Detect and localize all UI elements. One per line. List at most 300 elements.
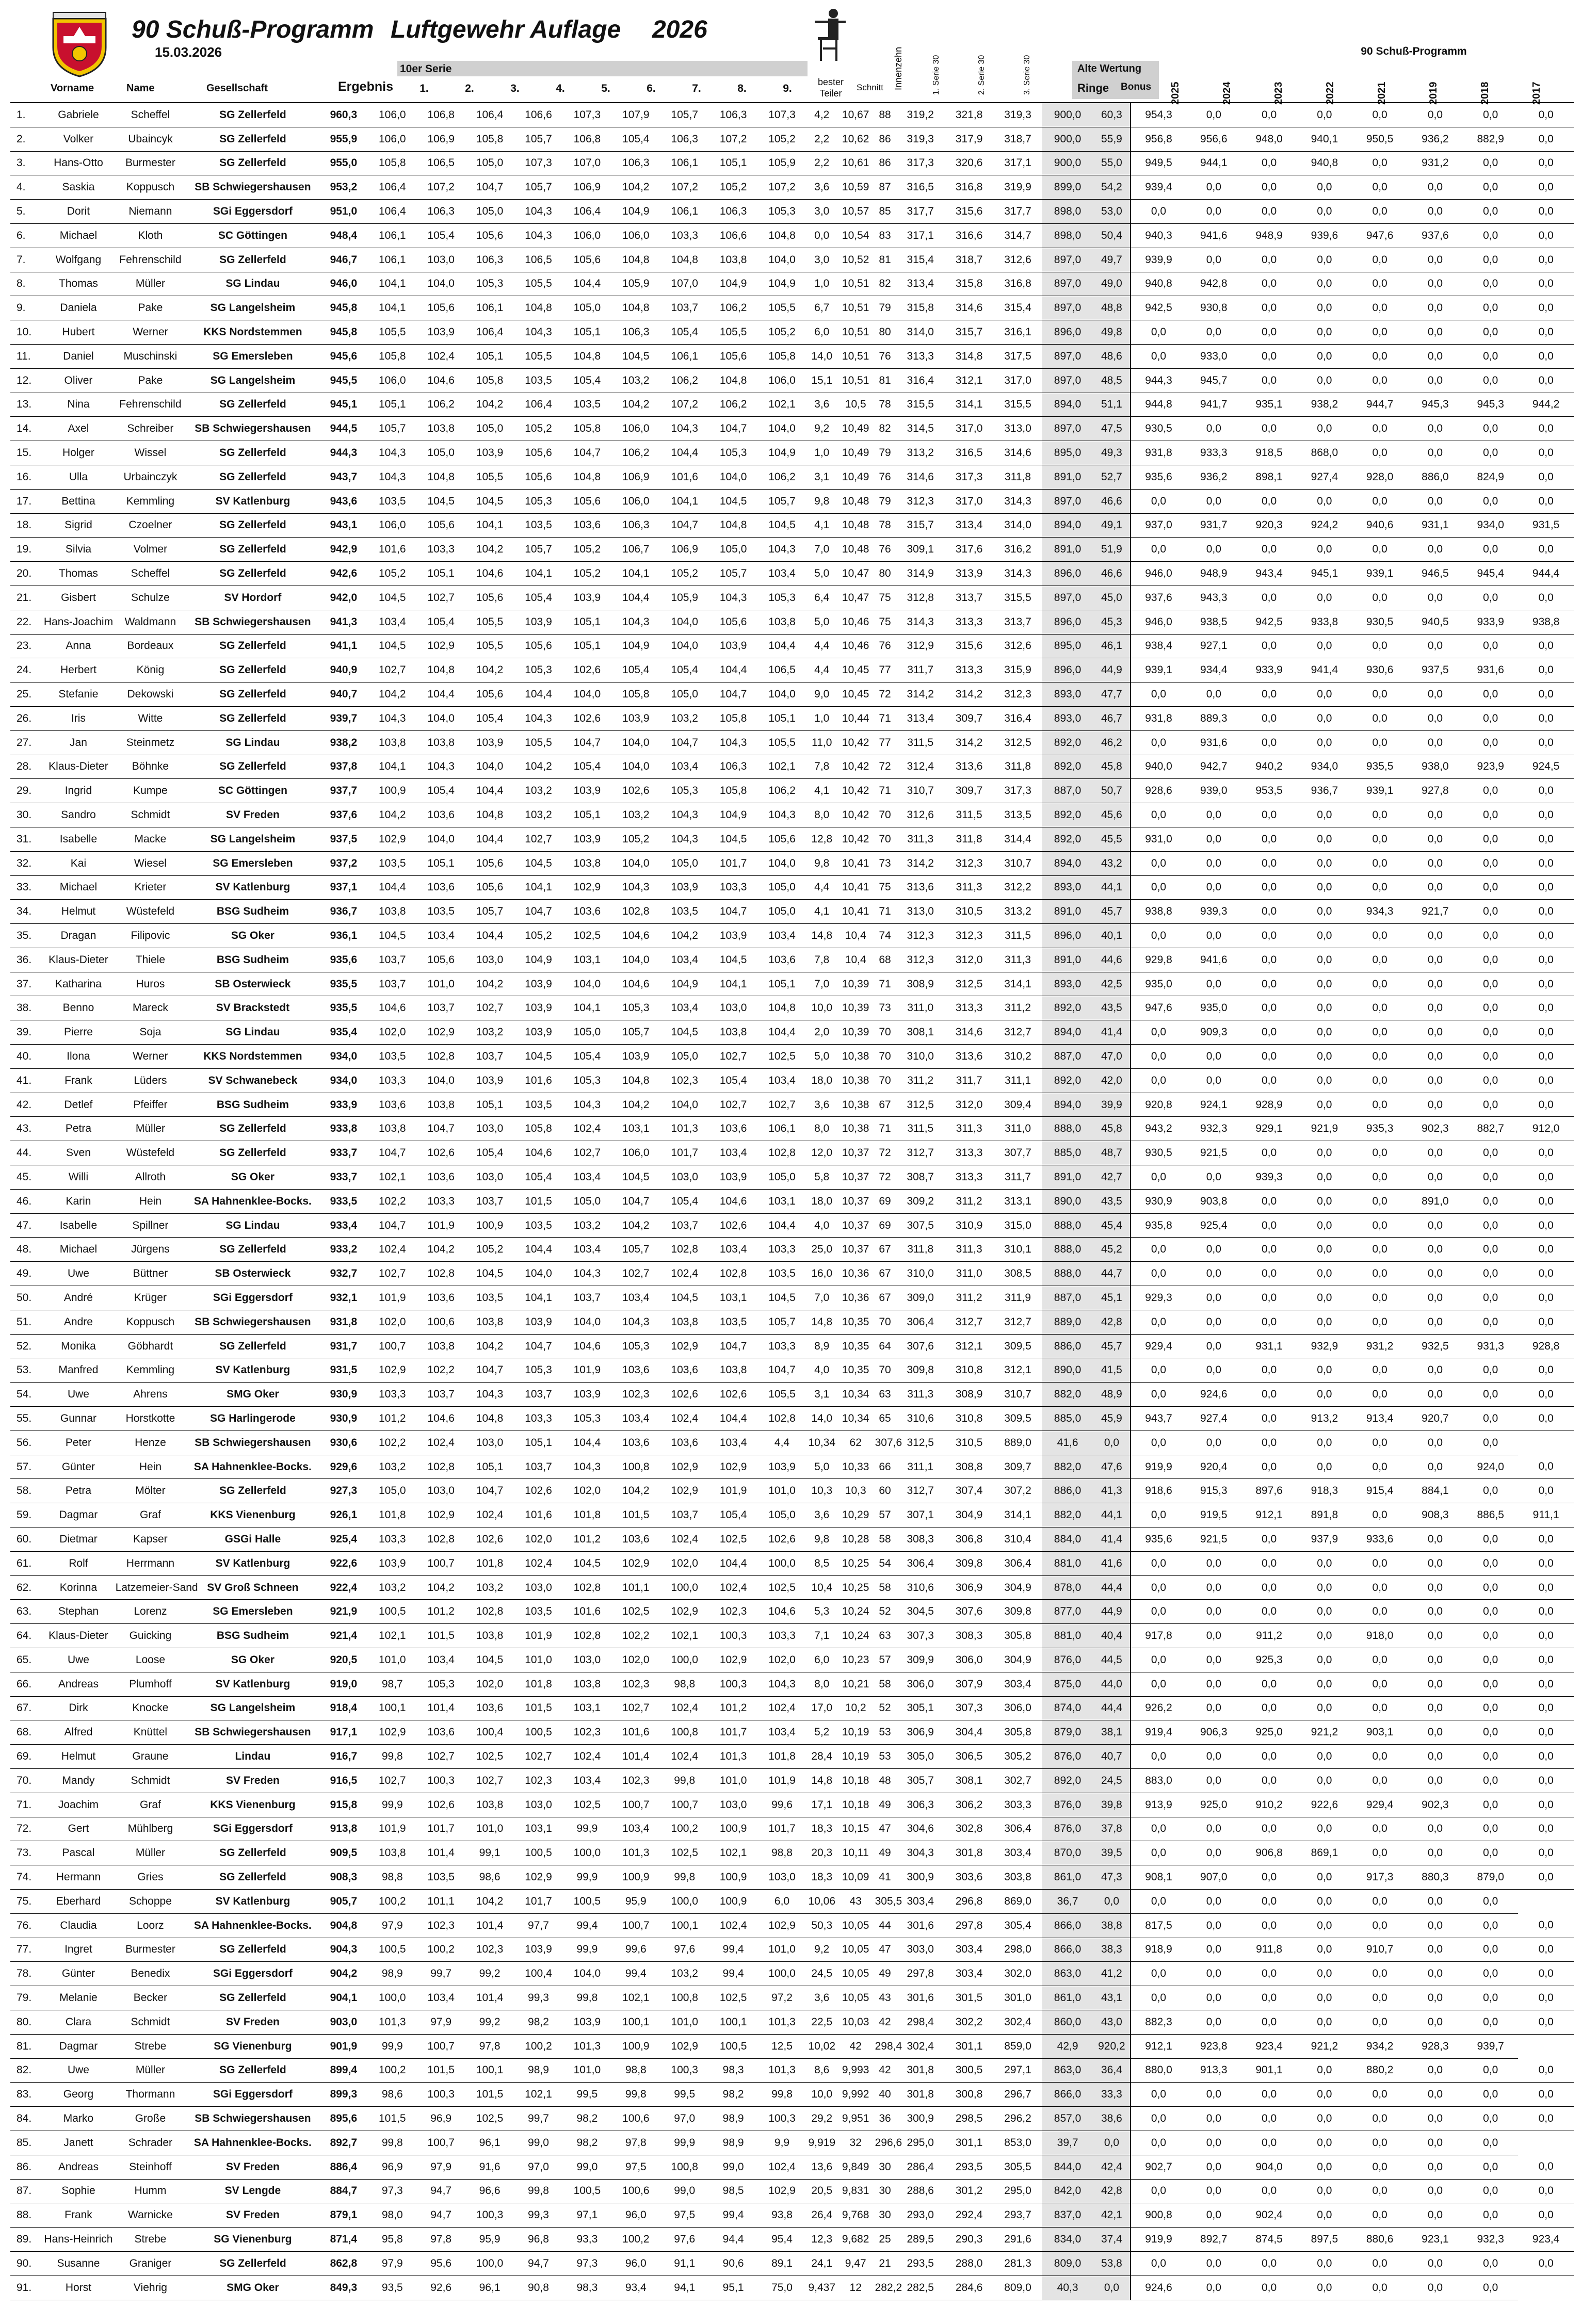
- cell-ringe: 860,0: [1042, 2010, 1093, 2034]
- cell-serie-2: 104,2: [416, 1238, 465, 1262]
- cell-y2024: 903,8: [1186, 1189, 1241, 1213]
- cell-serie-7: 103,0: [660, 1165, 709, 1190]
- cell-serie30-3: 313,0: [993, 417, 1042, 441]
- cell-serie-8: 106,3: [709, 103, 757, 127]
- cell-serie30-3: 315,5: [993, 586, 1042, 610]
- cell-serie-4: 103,7: [514, 1455, 562, 1479]
- cell-serie-1: 106,4: [368, 200, 416, 224]
- cell-y2024: 915,3: [1186, 1479, 1241, 1503]
- cell-y2021: 0,0: [1352, 924, 1408, 948]
- cell-ringe: 894,0: [1042, 1020, 1093, 1045]
- cell-ergebnis: 933,8: [319, 1117, 368, 1141]
- cell-serie-4: 102,1: [514, 2083, 562, 2107]
- cell-innenzehn: 68: [874, 948, 896, 972]
- cell-y2019: 0,0: [1408, 1841, 1463, 1865]
- table-row: [10, 2228, 1574, 2252]
- cell-y2021: 0,0: [1352, 1045, 1408, 1069]
- cell-serie30-1: 314,6: [896, 465, 945, 489]
- cell-schnitt: 42: [837, 2034, 874, 2058]
- cell-serie30-2: 314,6: [945, 1020, 993, 1045]
- cell-ringe: 892,0: [1042, 803, 1093, 827]
- cell-ergebnis: 849,3: [319, 2276, 368, 2300]
- cell-ergebnis: 904,2: [319, 1962, 368, 1986]
- cell-bonus: 47,6: [1093, 1455, 1131, 1479]
- cell-y2024: 921,5: [1186, 1527, 1241, 1552]
- cell-serie-4: 105,2: [514, 924, 562, 948]
- cell-serie-3: 103,6: [465, 1696, 514, 1720]
- cell-rank: 24.: [10, 658, 42, 682]
- cell-y2025: 908,1: [1131, 1865, 1186, 1890]
- cell-y2023: 0,0: [1241, 103, 1297, 127]
- cell-y2023: 0,0: [1241, 1431, 1297, 1455]
- cell-bonus: 46,6: [1093, 562, 1131, 586]
- table-row: [10, 900, 1574, 924]
- cell-bester-teiler: 10,34: [806, 1431, 837, 1455]
- years-title: 90 Schuß-Programm: [1361, 45, 1467, 57]
- cell-schnitt: 10,24: [837, 1624, 874, 1648]
- cell-serie-9: 105,0: [757, 1165, 806, 1190]
- cell-y2025: 943,7: [1131, 1407, 1186, 1431]
- cell-serie-2: 102,7: [416, 1745, 465, 1769]
- cell-ringe: 890,0: [1042, 1189, 1093, 1213]
- cell-serie-4: 104,4: [514, 1238, 562, 1262]
- cell-y2018: 0,0: [1463, 1938, 1518, 1962]
- cell-vorname: Daniel: [42, 344, 114, 368]
- cell-y2018: 0,0: [1463, 634, 1518, 658]
- cell-y2021: 935,3: [1352, 1117, 1408, 1141]
- cell-serie30-3: 859,0: [993, 2034, 1042, 2058]
- cell-y2019: 0,0: [1408, 1938, 1463, 1962]
- cell-serie-9: 104,0: [757, 851, 806, 875]
- cell-y2023: 943,4: [1241, 562, 1297, 586]
- cell-bonus: 48,6: [1093, 344, 1131, 368]
- cell-y2019: 0,0: [1408, 1045, 1463, 1069]
- cell-ringe: 842,0: [1042, 2179, 1093, 2203]
- cell-y2018: 924,0: [1463, 1455, 1518, 1479]
- cell-serie-3: 100,3: [465, 2203, 514, 2228]
- cell-serie-5: 103,4: [563, 1238, 611, 1262]
- cell-serie30-2: 321,8: [945, 103, 993, 127]
- cell-ergebnis: 940,7: [319, 682, 368, 707]
- cell-bonus: 43,2: [1093, 851, 1131, 875]
- cell-serie30-2: 317,9: [945, 127, 993, 151]
- cell-serie30-1: 308,3: [896, 1527, 945, 1552]
- cell-serie-6: 96,0: [611, 2251, 660, 2276]
- cell-serie30-3: 316,1: [993, 320, 1042, 345]
- cell-y2018: 0,0: [1463, 1793, 1518, 1817]
- cell-schnitt: 10,18: [837, 1768, 874, 1793]
- cell-serie-6: 106,3: [611, 151, 660, 175]
- cell-serie30-3: 869,0: [993, 1889, 1042, 1913]
- cell-bester-teiler: 10,06: [806, 1889, 837, 1913]
- alte-wertung-label: Alte Wertung: [1077, 63, 1142, 74]
- cell-y2023: 0,0: [1241, 2179, 1297, 2203]
- cell-y2018: 882,7: [1463, 1117, 1518, 1141]
- cell-ringe: 891,0: [1042, 538, 1093, 562]
- cell-serie-7: 105,2: [660, 562, 709, 586]
- cell-ringe: 894,0: [1042, 513, 1093, 538]
- cell-y2021: 0,0: [1352, 151, 1408, 175]
- cell-y2017: 0,0: [1518, 1793, 1574, 1817]
- cell-serie-3: 102,5: [465, 1745, 514, 1769]
- cell-y2019: 908,3: [1408, 1503, 1463, 1527]
- cell-y2025: 946,0: [1131, 610, 1186, 634]
- cell-y2024: 0,0: [1186, 2131, 1241, 2155]
- cell-serie-2: 100,3: [416, 1768, 465, 1793]
- cell-serie-5: 103,8: [563, 1672, 611, 1696]
- cell-y2025: 0,0: [1131, 538, 1186, 562]
- cell-serie-9: 105,1: [757, 972, 806, 996]
- cell-y2024: 0,0: [1186, 1068, 1241, 1093]
- cell-y2022: 0,0: [1297, 900, 1352, 924]
- cell-serie-4: 104,5: [514, 1045, 562, 1069]
- cell-y2024: 0,0: [1186, 1696, 1241, 1720]
- cell-y2022: 0,0: [1297, 1431, 1352, 1455]
- cell-y2025: 0,0: [1131, 1020, 1186, 1045]
- cell-gesellschaft: SB Schwiegershausen: [186, 1431, 319, 1455]
- cell-bonus: 45,8: [1093, 1117, 1131, 1141]
- cell-y2024: 941,6: [1186, 223, 1241, 248]
- cell-y2018: 0,0: [1463, 730, 1518, 755]
- cell-serie-9: 105,7: [757, 489, 806, 513]
- cell-ergebnis: 937,2: [319, 851, 368, 875]
- cell-y2022: 0,0: [1297, 634, 1352, 658]
- cell-serie-7: 103,6: [660, 1431, 709, 1455]
- cell-serie30-1: 319,2: [896, 103, 945, 127]
- cell-gesellschaft: SV Freden: [186, 803, 319, 827]
- cell-serie-4: 105,6: [514, 441, 562, 465]
- cell-y2025: 947,6: [1131, 996, 1186, 1020]
- cell-serie-4: 96,8: [514, 2228, 562, 2252]
- cell-vorname: Clara: [42, 2010, 114, 2034]
- cell-serie-8: 103,0: [709, 996, 757, 1020]
- cell-gesellschaft: SG Harlingerode: [186, 1407, 319, 1431]
- cell-serie-1: 101,0: [368, 1648, 416, 1672]
- cell-y2017: 0,0: [1518, 1407, 1574, 1431]
- cell-y2024: 0,0: [1186, 1262, 1241, 1286]
- cell-y2024: 0,0: [1186, 2083, 1241, 2107]
- cell-serie-2: 104,8: [416, 465, 465, 489]
- cell-name: Jürgens: [115, 1238, 186, 1262]
- cell-gesellschaft: SB Schwiegershausen: [186, 2107, 319, 2131]
- cell-serie-3: 101,4: [465, 1913, 514, 1938]
- cell-bester-teiler: 3,6: [806, 1503, 837, 1527]
- cell-y2025: 0,0: [1131, 2251, 1186, 2276]
- cell-serie-6: 104,0: [611, 755, 660, 779]
- cell-y2019: 0,0: [1408, 2179, 1463, 2203]
- cell-serie-9: 102,1: [757, 393, 806, 417]
- cell-y2024: 942,8: [1186, 272, 1241, 296]
- cell-name: Graniger: [115, 2251, 186, 2276]
- cell-y2025: 940,0: [1131, 755, 1186, 779]
- cell-serie-1: 100,0: [368, 1986, 416, 2010]
- cell-serie-5: 104,3: [563, 1455, 611, 1479]
- cell-innenzehn: 305,5: [874, 1889, 896, 1913]
- cell-y2025: 0,0: [1131, 851, 1186, 875]
- cell-serie-6: 104,5: [611, 1165, 660, 1190]
- cell-y2023: 918,5: [1241, 441, 1297, 465]
- cell-serie-1: 105,7: [368, 417, 416, 441]
- cell-y2024: 933,0: [1186, 344, 1241, 368]
- cell-bonus: 0,0: [1093, 1431, 1131, 1455]
- cell-serie30-2: 302,8: [945, 1817, 993, 1841]
- cell-serie-5: 102,5: [563, 1793, 611, 1817]
- cell-serie-8: 102,4: [709, 1575, 757, 1600]
- cell-bester-teiler: 20,5: [806, 2179, 837, 2203]
- cell-y2024: 0,0: [1186, 1962, 1241, 1986]
- table-row: [10, 1455, 1574, 1479]
- cell-schnitt: 10,33: [837, 1455, 874, 1479]
- cell-y2018: 0,0: [1463, 875, 1518, 900]
- cell-serie30-3: 297,1: [993, 2058, 1042, 2083]
- cell-y2025: 940,3: [1131, 223, 1186, 248]
- cell-serie-5: 105,8: [563, 417, 611, 441]
- cell-y2023: 0,0: [1241, 1045, 1297, 1069]
- cell-name: Waldmann: [115, 610, 186, 634]
- cell-bonus: 49,0: [1093, 272, 1131, 296]
- cell-bester-teiler: 4,1: [806, 779, 837, 803]
- cell-ringe: 874,0: [1042, 1696, 1093, 1720]
- cell-serie-9: 105,7: [757, 1310, 806, 1334]
- cell-gesellschaft: KKS Vienenburg: [186, 1793, 319, 1817]
- cell-rank: 32.: [10, 851, 42, 875]
- cell-vorname: Rolf: [42, 1551, 114, 1575]
- cell-name: Kemmling: [115, 489, 186, 513]
- cell-bester-teiler: 7,8: [806, 948, 837, 972]
- table-row: [10, 658, 1574, 682]
- cell-rank: 44.: [10, 1141, 42, 1165]
- cell-serie-1: 104,2: [368, 682, 416, 707]
- cell-name: Henze: [115, 1431, 186, 1455]
- cell-schnitt: 10,19: [837, 1745, 874, 1769]
- cell-serie-8: 100,5: [709, 2034, 757, 2058]
- cell-name: Benedix: [115, 1962, 186, 1986]
- cell-ergebnis: 936,7: [319, 900, 368, 924]
- table-row: [10, 538, 1574, 562]
- cell-y2018: 0,0: [1463, 1068, 1518, 1093]
- cell-gesellschaft: SG Oker: [186, 924, 319, 948]
- cell-y2018: 0,0: [1463, 2251, 1518, 2276]
- cell-serie-4: 105,3: [514, 1358, 562, 1383]
- cell-serie-2: 103,5: [416, 1865, 465, 1890]
- cell-gesellschaft: SV Freden: [186, 2010, 319, 2034]
- cell-bonus: 0,0: [1093, 2276, 1131, 2300]
- cell-serie-1: 106,1: [368, 248, 416, 272]
- cell-serie-2: 105,1: [416, 851, 465, 875]
- cell-serie-7: 102,9: [660, 1479, 709, 1503]
- cell-y2017: 0,0: [1518, 1768, 1574, 1793]
- cell-serie-3: 103,9: [465, 730, 514, 755]
- cell-ringe: 866,0: [1042, 2083, 1093, 2107]
- cell-y2019: 945,3: [1408, 393, 1463, 417]
- cell-serie-7: 102,4: [660, 1745, 709, 1769]
- cell-y2019: 0,0: [1408, 730, 1463, 755]
- cell-y2024: 0,0: [1186, 1745, 1241, 1769]
- cell-ergebnis: 935,6: [319, 948, 368, 972]
- year-title: 2026: [652, 16, 707, 43]
- cell-y2024: 924,6: [1186, 1383, 1241, 1407]
- cell-serie-4: 101,6: [514, 1068, 562, 1093]
- cell-ergebnis: 921,4: [319, 1624, 368, 1648]
- cell-serie-3: 103,0: [465, 948, 514, 972]
- cell-serie-9: 99,8: [757, 2083, 806, 2107]
- cell-gesellschaft: SG Lindau: [186, 730, 319, 755]
- cell-y2022: 0,0: [1297, 1962, 1352, 1986]
- cell-serie30-3: 314,6: [993, 441, 1042, 465]
- cell-serie30-3: 311,8: [993, 755, 1042, 779]
- cell-serie-6: 106,0: [611, 1141, 660, 1165]
- cell-serie-9: 103,4: [757, 924, 806, 948]
- cell-y2024: 0,0: [1186, 1165, 1241, 1190]
- cell-serie-9: 105,5: [757, 730, 806, 755]
- cell-serie-5: 101,3: [563, 2034, 611, 2058]
- cell-serie-9: 101,3: [757, 2058, 806, 2083]
- table-row: [10, 1213, 1574, 1238]
- cell-bester-teiler: 9,2: [806, 417, 837, 441]
- cell-y2019: 931,2: [1408, 151, 1463, 175]
- cell-y2017: 0,0: [1518, 1358, 1574, 1383]
- cell-serie30-1: 307,3: [896, 1624, 945, 1648]
- cell-y2021: 0,0: [1352, 1068, 1408, 1093]
- cell-serie-7: 98,8: [660, 1672, 709, 1696]
- cell-rank: 89.: [10, 2228, 42, 2252]
- cell-serie-6: 95,9: [611, 1889, 660, 1913]
- cell-serie-1: 100,2: [368, 2058, 416, 2083]
- cell-ringe: 894,0: [1042, 393, 1093, 417]
- cell-vorname: Isabelle: [42, 1213, 114, 1238]
- cell-y2021: 0,0: [1352, 2083, 1408, 2107]
- cell-serie-6: 106,3: [611, 513, 660, 538]
- cell-serie30-3: 309,5: [993, 1334, 1042, 1358]
- cell-serie30-2: 312,0: [945, 1093, 993, 1117]
- cell-schnitt: 9,768: [837, 2203, 874, 2228]
- cell-serie30-2: 310,5: [945, 900, 993, 924]
- cell-serie30-2: 306,2: [945, 1793, 993, 1817]
- cell-y2021: 880,6: [1352, 2228, 1408, 2252]
- cell-gesellschaft: SG Vienenburg: [186, 2034, 319, 2058]
- cell-y2023: 0,0: [1241, 320, 1297, 345]
- cell-y2024: 0,0: [1186, 1238, 1241, 1262]
- cell-serie-2: 99,7: [416, 1962, 465, 1986]
- cell-serie-6: 106,7: [611, 538, 660, 562]
- cell-y2019: 0,0: [1408, 320, 1463, 345]
- cell-name: Pake: [115, 296, 186, 320]
- cell-schnitt: 9,849: [837, 2155, 874, 2179]
- cell-y2019: 0,0: [1408, 2155, 1463, 2179]
- cell-innenzehn: 72: [874, 682, 896, 707]
- cell-y2017: 0,0: [1518, 1696, 1574, 1720]
- cell-serie-1: 104,7: [368, 1141, 416, 1165]
- cell-serie-5: 103,1: [563, 948, 611, 972]
- cell-serie-4: 103,9: [514, 1020, 562, 1045]
- cell-serie-5: 98,2: [563, 2131, 611, 2155]
- cell-ergebnis: 904,3: [319, 1938, 368, 1962]
- cell-gesellschaft: BSG Sudheim: [186, 1093, 319, 1117]
- cell-y2022: 0,0: [1297, 1865, 1352, 1890]
- cell-vorname: Thomas: [42, 562, 114, 586]
- table-row: [10, 706, 1574, 730]
- cell-serie30-2: 303,4: [945, 1962, 993, 1986]
- cell-y2025: 0,0: [1131, 1672, 1186, 1696]
- cell-y2025: 931,0: [1131, 827, 1186, 851]
- cell-ringe: 882,0: [1042, 1383, 1093, 1407]
- serie-col-7: 7.: [692, 83, 701, 94]
- cell-serie-6: 104,7: [611, 1189, 660, 1213]
- cell-bonus: 44,0: [1093, 1672, 1131, 1696]
- cell-serie30-3: 307,2: [993, 1479, 1042, 1503]
- cell-y2019: 0,0: [1408, 1213, 1463, 1238]
- cell-y2024: 919,5: [1186, 1503, 1241, 1527]
- cell-serie-8: 102,6: [709, 1383, 757, 1407]
- cell-y2021: 0,0: [1352, 972, 1408, 996]
- cell-y2019: 0,0: [1408, 1527, 1463, 1552]
- cell-serie-9: 105,0: [757, 900, 806, 924]
- cell-y2023: 0,0: [1241, 827, 1297, 851]
- cell-y2017: 0,0: [1518, 465, 1574, 489]
- cell-serie-8: 104,8: [709, 368, 757, 393]
- cell-innenzehn: 81: [874, 248, 896, 272]
- cell-y2018: 0,0: [1463, 2107, 1518, 2131]
- cell-rank: 33.: [10, 875, 42, 900]
- cell-vorname: Janett: [42, 2131, 114, 2155]
- cell-serie30-2: 308,9: [945, 1383, 993, 1407]
- cell-y2018: 0,0: [1463, 2058, 1518, 2083]
- cell-bester-teiler: 3,6: [806, 175, 837, 200]
- cell-serie-7: 103,7: [660, 296, 709, 320]
- cell-y2018: 931,6: [1463, 658, 1518, 682]
- year-2017: 2017: [1531, 82, 1542, 105]
- cell-ringe: 893,0: [1042, 875, 1093, 900]
- cell-serie30-1: 314,5: [896, 417, 945, 441]
- cell-serie-4: 106,4: [514, 393, 562, 417]
- cell-y2025: 0,0: [1131, 2179, 1186, 2203]
- cell-y2022: 0,0: [1297, 1020, 1352, 1045]
- cell-innenzehn: 88: [874, 103, 896, 127]
- cell-serie30-3: 307,7: [993, 1141, 1042, 1165]
- cell-serie30-1: 295,0: [896, 2131, 945, 2155]
- cell-serie-6: 97,8: [611, 2131, 660, 2155]
- cell-y2023: 0,0: [1241, 200, 1297, 224]
- cell-serie30-2: 311,7: [945, 1068, 993, 1093]
- cell-ergebnis: 936,1: [319, 924, 368, 948]
- cell-schnitt: 43: [837, 1889, 874, 1913]
- cell-ergebnis: 943,6: [319, 489, 368, 513]
- cell-y2025: 924,6: [1131, 2276, 1186, 2300]
- cell-serie-8: 99,0: [709, 2155, 757, 2179]
- cell-bester-teiler: 26,4: [806, 2203, 837, 2228]
- cell-serie-3: 105,1: [465, 344, 514, 368]
- cell-serie30-1: 313,6: [896, 875, 945, 900]
- cell-y2022: 0,0: [1297, 1262, 1352, 1286]
- cell-y2017: 0,0: [1518, 875, 1574, 900]
- cell-bester-teiler: 9,2: [806, 1938, 837, 1962]
- cell-y2021: 0,0: [1352, 344, 1408, 368]
- cell-schnitt: 10,36: [837, 1286, 874, 1310]
- cell-name: Burmester: [115, 151, 186, 175]
- cell-schnitt: 10,38: [837, 1068, 874, 1093]
- cell-serie-7: 106,1: [660, 344, 709, 368]
- cell-innenzehn: 282,2: [874, 2276, 896, 2300]
- cell-serie30-1: 301,8: [896, 2083, 945, 2107]
- cell-serie-4: 101,7: [514, 1889, 562, 1913]
- cell-serie-6: 99,8: [611, 2083, 660, 2107]
- serie-col-8: 8.: [737, 83, 747, 94]
- cell-serie-2: 105,1: [416, 562, 465, 586]
- cell-serie-7: 104,7: [660, 730, 709, 755]
- cell-bonus: 45,8: [1093, 755, 1131, 779]
- cell-gesellschaft: SMG Oker: [186, 1383, 319, 1407]
- cell-ergebnis: 937,7: [319, 779, 368, 803]
